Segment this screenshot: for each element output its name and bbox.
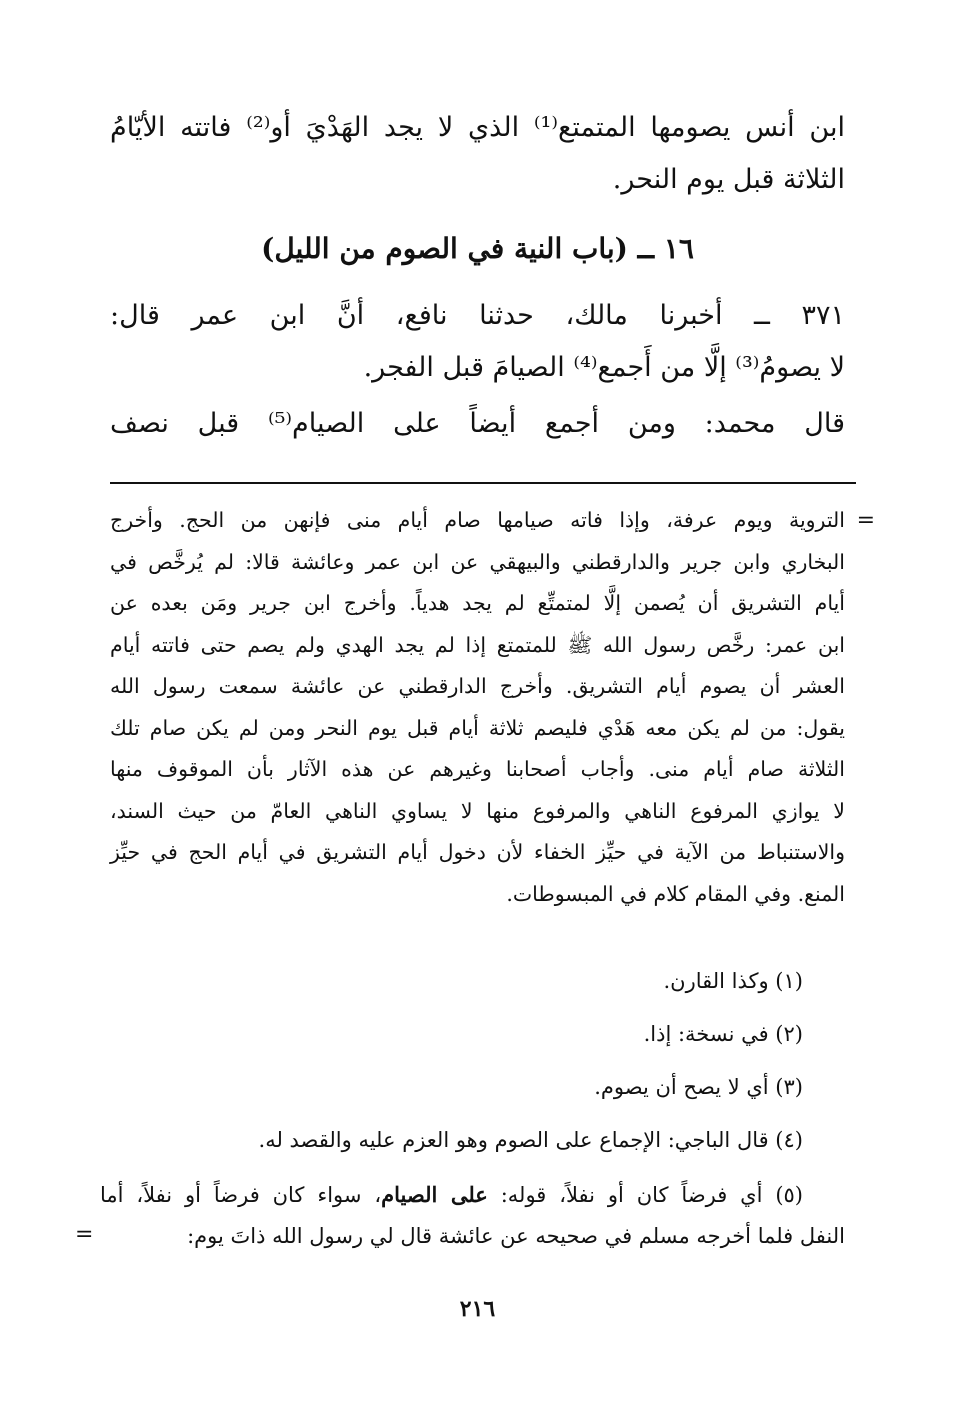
footnote-line: يقول: من لم يكن معه هَدْي فليصم ثلاثة أيام قبل يوم النحر ومن لم يكن صام تلك — [110, 715, 845, 740]
footnote-line: التروية ويوم عرفة، وإذا فاته صيامها صام أيام منى فإنهن من الحج. وأخرج — [110, 508, 845, 532]
continuation-mark-start: = — [856, 508, 875, 533]
footnote-3: (٣) أي لا يصح أن يصوم. — [594, 1075, 803, 1099]
page-number: ٢١٦ — [459, 1296, 496, 1322]
continuation-mark-end: = — [75, 1222, 94, 1247]
hadith-line: ٣٧١ ــ أخبرنا مالك، حدثنا نافع، أنَّ ابن عمر قال: — [110, 300, 845, 331]
commentary-line: قال محمد: ومن أجمع أيضاً على الصيام⁽⁵⁾ قبل نصف — [110, 408, 845, 439]
footnote-line: والاستنباط من الآية في حيِّز الخفاء لأن دخول أيام التشريق في أيام الحج في حيِّز — [110, 840, 845, 864]
footnote-5-line2: النفل فلما أخرجه مسلم في صحيحه عن عائشة قال لي رسول الله ذاتَ يوم: — [187, 1224, 845, 1248]
footnote-line: لا يوازي المرفوع الناهي والمرفوع منها لا يساوي الناهي العامّ من حيث السند، — [110, 798, 845, 823]
footnote-4: (٤) قال الباجي: الإجماع على الصوم وهو العزم عليه والقصد له. — [258, 1128, 803, 1152]
main-paragraph-line: ابن أنس يصومها المتمتع⁽¹⁾ الذي لا يجد الهَدْيَ أو⁽²⁾ فاتته الأيّامُ — [110, 112, 845, 143]
footnote-5-suffix: ، سواء كان فرضاً أو نفلاً، أما — [100, 1183, 382, 1207]
footnote-line: الثلاثة صام أيام منى. وأجاب أصحابنا وغيرهم عن هذه الآثار بأن الموقوف منها — [110, 757, 845, 781]
footnote-divider — [110, 482, 856, 484]
footnote-line: العشر أن يصوم أيام التشريق. وأخرج الدارقطني عن عائشة سمعت رسول الله — [110, 674, 845, 698]
footnote-line: البخاري وابن جرير والدارقطني والبيهقي عن ابن عمر وعائشة قالا: لم يُرخَّص في — [110, 549, 845, 574]
footnotes-list — [110, 955, 845, 1167]
footnote-1: (١) وكذا القارن. — [663, 969, 803, 993]
main-paragraph-line: الثلاثة قبل يوم النحر. — [612, 164, 845, 195]
footnote-5 — [95, 1174, 845, 1257]
main-text-top — [110, 102, 845, 206]
chapter-heading: ١٦ ــ (باب النية في الصوم من الليل) — [261, 232, 694, 265]
hadith-text — [110, 290, 845, 394]
footnote-line: ابن عمر: رخَّص رسول الله ﷺ للمتمتع إذا لم يجد الهدي ولم يصم حتى فاتته أيام — [110, 632, 845, 657]
footnote-5-prefix: (٥) أي فرضاً كان أو نفلاً، قوله: — [487, 1183, 803, 1207]
footnote-line: المنع. وفي المقام كلام في المبسوطات. — [506, 881, 845, 906]
footnote-5-line1 — [100, 1174, 845, 1216]
footnote-2: (٢) في نسخة: إذا. — [643, 1022, 803, 1046]
footnote-line: أيام التشريق أن يُصمن إلَّا لمتمتِّع لم يجد هدياً. وأخرج ابن جرير ومَن بعده عن — [110, 591, 845, 615]
footnote-continued — [110, 500, 845, 915]
commentary-text — [110, 398, 845, 450]
footnote-5-bold: على الصيام — [381, 1182, 488, 1207]
hadith-line: لا يصومُ⁽³⁾ إلَّا من أَجمع⁽⁴⁾ الصيامَ قبل الفجر. — [363, 352, 845, 383]
